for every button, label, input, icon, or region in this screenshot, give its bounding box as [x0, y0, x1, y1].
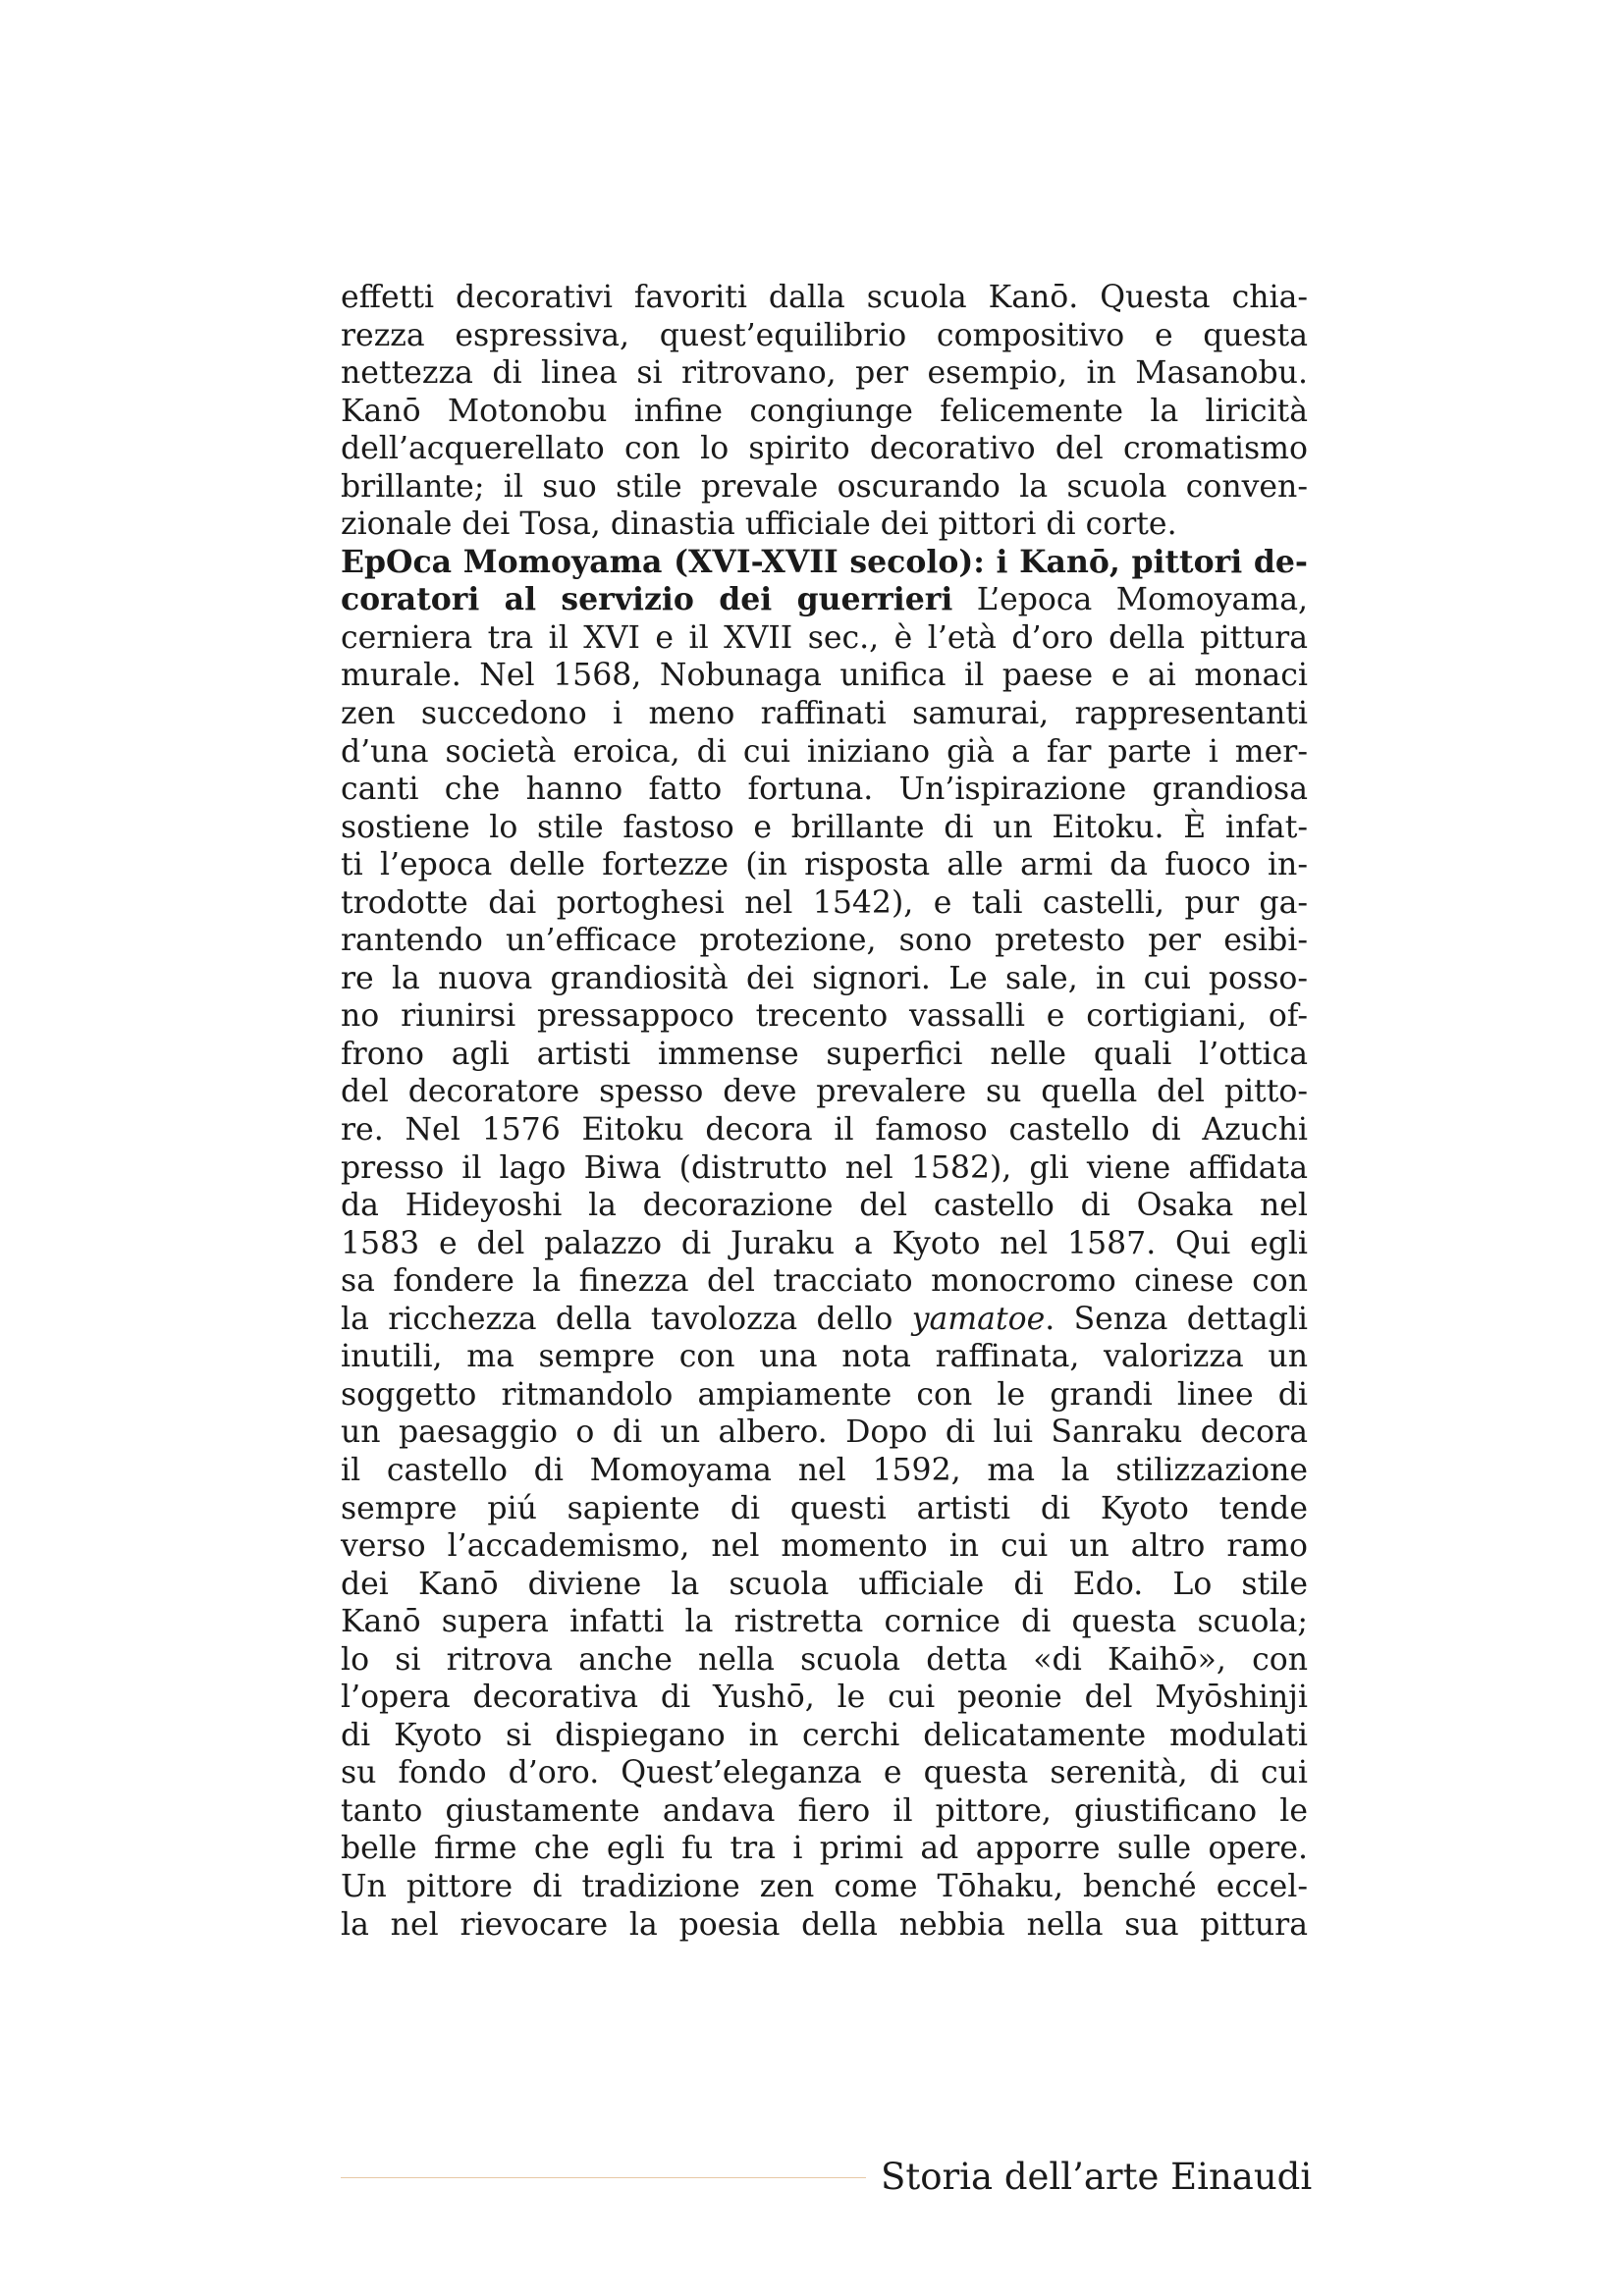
- text-line: frono agli artisti immense superfici nelle quali l’ottica: [341, 1036, 1308, 1072]
- text-line: canti che hanno fatto fortuna. Un’ispirazione grandiosa: [341, 772, 1308, 808]
- text-line: d’una società eroica, di cui iniziano già a far parte i mer-: [341, 733, 1308, 770]
- text-line: Kanō Motonobu infine congiunge felicemente la liricità: [341, 393, 1308, 429]
- text-line: re la nuova grandiosità dei signori. Le sale, in cui posso-: [341, 960, 1308, 996]
- text-line: un paesaggio o di un albero. Dopo di lui Sanraku decora: [341, 1415, 1308, 1451]
- text-line: dell’acquerellato con lo spirito decorativo del cromatismo: [341, 431, 1308, 467]
- paragraph-kano-schools: [341, 279, 1308, 544]
- text-line: zen succedono i meno raffinati samurai, rappresentanti: [341, 696, 1308, 732]
- text-line: nettezza di linea si ritrovano, per esempio, in Masanobu.: [341, 355, 1308, 392]
- italic-term: yamatoe: [911, 1301, 1046, 1337]
- text-line: [341, 581, 1308, 619]
- text-line: sempre piú sapiente di questi artisti di Kyoto tende: [341, 1490, 1308, 1526]
- text-line: belle firme che egli fu tra i primi ad apporre sulle opere.: [341, 1831, 1308, 1867]
- text-line: 1583 e del palazzo di Juraku a Kyoto nel 1587. Qui egli: [341, 1225, 1308, 1261]
- text-run: . Senza dettagli: [1045, 1301, 1309, 1337]
- text-line: zionale dei Tosa, dinastia ufficiale dei pittori di corte.: [341, 507, 1177, 543]
- footer-title: Storia dell’arte Einaudi: [881, 2156, 1313, 2198]
- text-line: cerniera tra il XVI e il XVII sec., è l’età d’oro della pittura: [341, 619, 1308, 656]
- section-heading: EpOca Momoyama (XVI-XVII secolo): i Kanō, pittori de-: [341, 543, 1308, 580]
- section-heading-continued: coratori al servizio dei guerrieri: [341, 581, 953, 618]
- footer-rule: [341, 2177, 866, 2178]
- text-line: sostiene lo stile fastoso e brillante di un Eitoku. È infat-: [341, 809, 1308, 845]
- text-line: il castello di Momoyama nel 1592, ma la stilizzazione: [341, 1452, 1308, 1488]
- text-line: sa fondere la finezza del tracciato monocromo cinese con: [341, 1263, 1308, 1300]
- text-line: rantendo un’efficace protezione, sono pretesto per esibi-: [341, 923, 1308, 959]
- text-line: tanto giustamente andava fiero il pittore, giustificano le: [341, 1792, 1308, 1829]
- text-run: la ricchezza della tavolozza dello: [341, 1301, 912, 1337]
- text-line: verso l’accademismo, nel momento in cui un altro ramo: [341, 1528, 1308, 1565]
- text-line: ti l’epoca delle fortezze (in risposta alle armi da fuoco in-: [341, 847, 1308, 883]
- text-line: [341, 1301, 1308, 1339]
- text-line: lo si ritrova anche nella scuola detta «di Kaihō», con: [341, 1641, 1308, 1678]
- text-line: inutili, ma sempre con una nota raffinata, valorizza un: [341, 1339, 1308, 1375]
- text-line: da Hideyoshi la decorazione del castello di Osaka nel: [341, 1188, 1308, 1224]
- text-line: soggetto ritmandolo ampiamente con le grandi linee di: [341, 1376, 1308, 1413]
- text-line: dei Kanō diviene la scuola ufficiale di Edo. Lo stile: [341, 1566, 1308, 1602]
- text-line: su fondo d’oro. Quest’eleganza e questa serenità, di cui: [341, 1755, 1308, 1791]
- text-line: l’opera decorativa di Yushō, le cui peonie del Myōshinji: [341, 1680, 1308, 1716]
- paragraph-momoyama: [341, 544, 1308, 1944]
- text-line: effetti decorativi favoriti dalla scuola Kanō. Questa chia-: [341, 280, 1308, 315]
- main-text: [341, 279, 1308, 1944]
- text-line: Un pittore di tradizione zen come Tōhaku, benché eccel-: [341, 1868, 1308, 1904]
- text-line: Kanō supera infatti la ristretta cornice di questa scuola;: [341, 1604, 1308, 1640]
- text-line: di Kyoto si dispiegano in cerchi delicatamente modulati: [341, 1717, 1308, 1753]
- text-line: presso il lago Biwa (distrutto nel 1582), gli viene affidata: [341, 1149, 1308, 1186]
- text-line: brillante; il suo stile prevale oscurando la scuola conven-: [341, 468, 1308, 505]
- text-run: L’epoca Momoyama,: [952, 582, 1308, 618]
- section-heading-line: [341, 544, 1308, 582]
- text-line: murale. Nel 1568, Nobunaga unifica il paese e ai monaci: [341, 658, 1308, 694]
- text-line: no riunirsi pressappoco trecento vassalli e cortigiani, of-: [341, 998, 1308, 1035]
- text-line: del decoratore spesso deve prevalere su quella del pitto-: [341, 1074, 1308, 1110]
- text-line: la nel rievocare la poesia della nebbia nella sua pittura: [341, 1906, 1308, 1943]
- text-line: rezza espressiva, quest’equilibrio compositivo e questa: [341, 317, 1308, 353]
- text-line: re. Nel 1576 Eitoku decora il famoso castello di Azuchi: [341, 1112, 1308, 1148]
- text-line: trodotte dai portoghesi nel 1542), e tali castelli, pur ga-: [341, 884, 1308, 921]
